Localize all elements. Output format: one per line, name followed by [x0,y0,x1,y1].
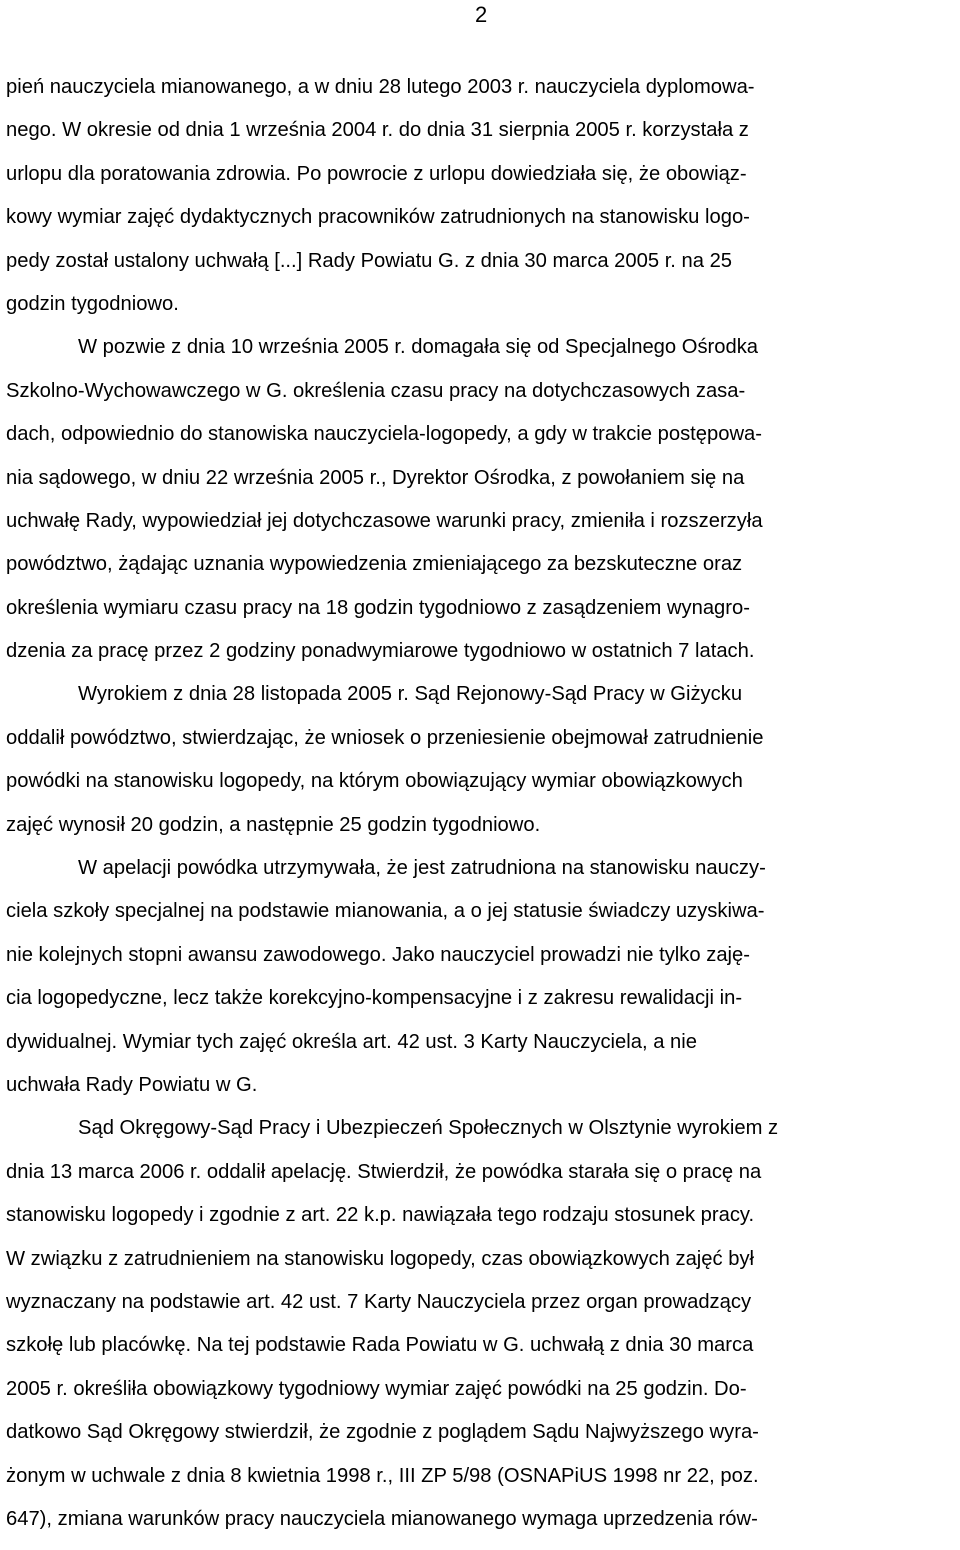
text-line: powództwo, żądając uznania wypowiedzenia zmieniającego za bezskuteczne oraz [6,553,743,576]
text-line: szkołę lub placówkę. Na tej podstawie Rada Powiatu w G. uchwałą z dnia 30 marca [6,1334,754,1357]
text-line: pień nauczyciela mianowanego, a w dniu 28 lutego 2003 r. nauczyciela dyplomowa- [6,76,755,98]
text-line: oddalił powództwo, stwierdzając, że wniosek o przeniesienie obejmował zatrudnienie [6,726,764,749]
page-number: 2 [475,2,488,27]
text-line: dach, odpowiednio do stanowiska nauczyciela-logopedy, a gdy w trakcie postępowa- [6,423,762,446]
text-line: dzenia za pracę przez 2 godziny ponadwymiarowe tygodniowo w ostatnich 7 latach. [6,640,755,663]
text-line: dnia 13 marca 2006 r. oddalił apelację. Stwierdził, że powódka starała się o pracę na [6,1160,762,1183]
text-line: godzin tygodniowo. [6,292,179,315]
text-line: Wyrokiem z dnia 28 listopada 2005 r. Sąd Rejonowy-Sąd Pracy w Giżycku [78,683,743,706]
text-line: nia sądowego, w dniu 22 września 2005 r., Dyrektor Ośrodka, z powołaniem się na [6,466,745,489]
text-line: zajęć wynosił 20 godzin, a następnie 25 godzin tygodniowo. [6,813,541,836]
text-line: uchwała Rady Powiatu w G. [6,1073,258,1096]
text-line: W apelacji powódka utrzymywała, że jest zatrudniona na stanowisku nauczy- [78,857,766,880]
text-line: stanowisku logopedy i zgodnie z art. 22 k.p. nawiązała tego rodzaju stosunek pracy. [6,1204,755,1227]
text-line: W związku z zatrudnieniem na stanowisku logopedy, czas obowiązkowych zajęć był [6,1247,755,1270]
text-line: cia logopedyczne, lecz także korekcyjno-kompensacyjne i z zakresu rewalidacji in- [6,987,743,1010]
text-line: powódki na stanowisku logopedy, na którym obowiązujący wymiar obowiązkowych [6,770,743,793]
text-line: nego. W okresie od dnia 1 września 2004 r. do dnia 31 sierpnia 2005 r. korzystała z [6,119,749,142]
text-line: dywidualnej. Wymiar tych zajęć określa art. 42 ust. 3 Karty Nauczyciela, a nie [6,1030,697,1053]
text-line: wyznaczany na podstawie art. 42 ust. 7 Karty Nauczyciela przez organ prowadzący [6,1290,752,1313]
text-line: nie kolejnych stopni awansu zawodowego. Jako nauczyciel prowadzi nie tylko zaję- [6,943,750,966]
text-line: 2005 r. określiła obowiązkowy tygodniowy wymiar zajęć powódki na 25 godzin. Do- [6,1377,747,1400]
text-line: pedy został ustalony uchwałą [...] Rady Powiatu G. z dnia 30 marca 2005 r. na 25 [6,249,733,272]
text-line: żonym w uchwale z dnia 8 kwietnia 1998 r., III ZP 5/98 (OSNAPiUS 1998 nr 22, poz. [6,1464,759,1487]
text-line: datkowo Sąd Okręgowy stwierdził, że zgodnie z poglądem Sądu Najwyższego wyra- [6,1421,759,1444]
text-line: 647), zmiana warunków pracy nauczyciela mianowanego wymaga uprzedzenia rów- [6,1507,758,1530]
text-line: określenia wymiaru czasu pracy na 18 godzin tygodniowo z zasądzeniem wynagro- [6,596,750,619]
text-line: W pozwie z dnia 10 września 2005 r. domagała się od Specjalnego Ośrodka [78,336,759,359]
text-line: Szkolno-Wychowawczego w G. określenia czasu pracy na dotychczasowych zasa- [6,379,746,402]
text-line: kowy wymiar zajęć dydaktycznych pracowników zatrudnionych na stanowisku logo- [6,206,750,229]
text-line: urlopu dla poratowania zdrowia. Po powrocie z urlopu dowiedziała się, że obowiąz- [6,162,747,185]
text-line: ciela szkoły specjalnej na podstawie mianowania, a o jej statusie świadczy uzyskiwa- [6,900,765,923]
text-line: uchwałę Rady, wypowiedział jej dotychczasowe warunki pracy, zmieniła i rozszerzyła [6,509,763,532]
text-line: Sąd Okręgowy-Sąd Pracy i Ubezpieczeń Społecznych w Olsztynie wyrokiem z [78,1117,779,1140]
document-body [6,66,958,1541]
